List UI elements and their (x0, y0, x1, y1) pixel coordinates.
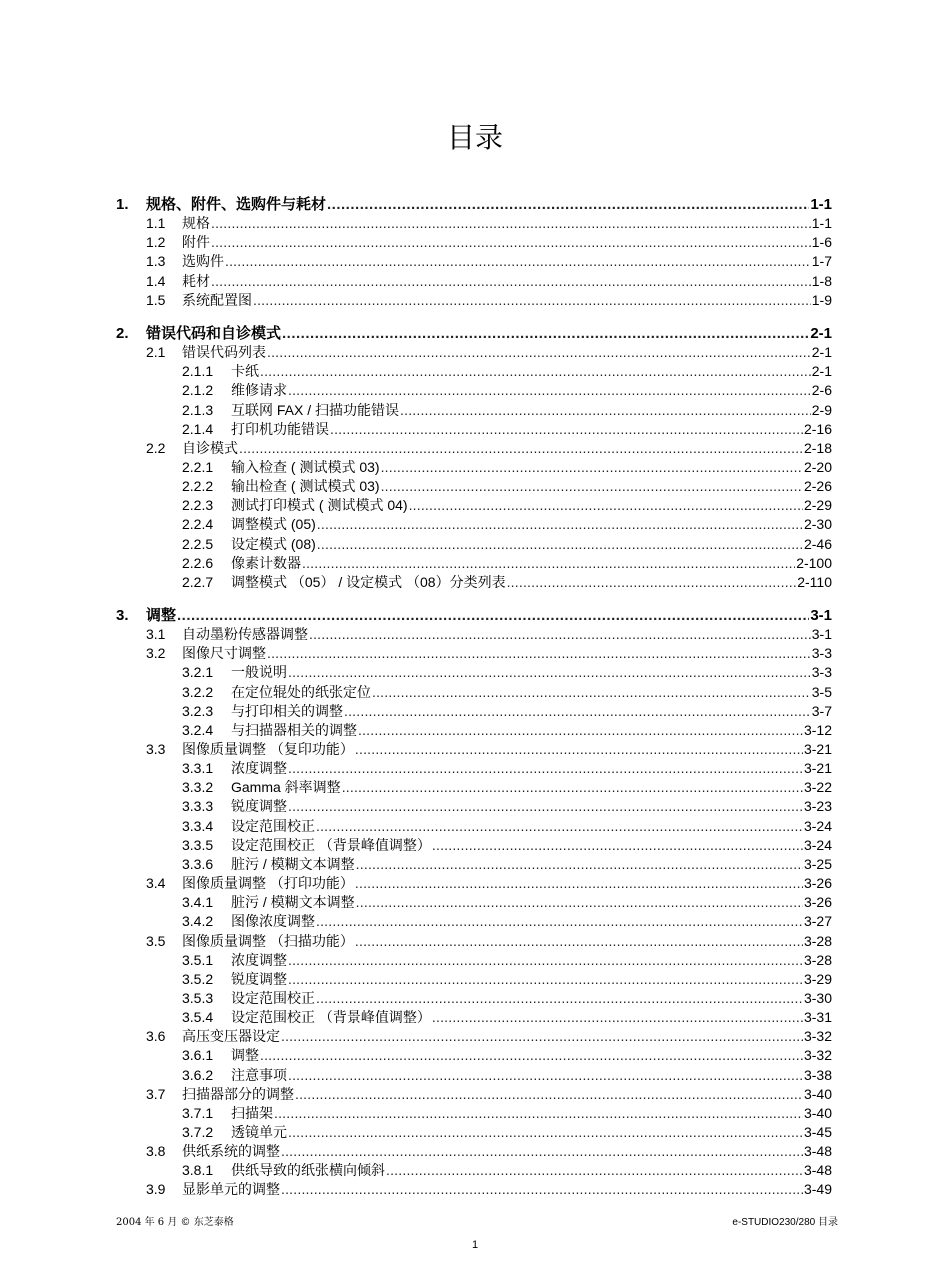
toc-entry-number: 3.2.1 (182, 664, 214, 680)
toc-dot-leader (316, 912, 803, 931)
toc-entry-title: 注意事项 (231, 1067, 287, 1083)
toc-dot-leader (309, 625, 811, 644)
toc-entry-number: 2.2.6 (182, 555, 214, 571)
toc-dot-leader (282, 324, 809, 343)
toc-entry-page: 3-12 (803, 722, 832, 738)
toc-entry-page: 2-1 (811, 344, 832, 360)
toc-entry-number: 2. (116, 325, 129, 342)
toc-entry-page: 3-28 (803, 952, 832, 968)
toc-dot-leader (432, 1008, 803, 1027)
toc-entry-title: 一般说明 (231, 664, 287, 680)
toc-entry-title: 锐度调整 (231, 971, 287, 987)
toc-entry[interactable] (146, 625, 832, 644)
toc-dot-leader (288, 970, 803, 989)
toc-entry[interactable] (146, 1085, 832, 1104)
toc-entry-number: 2.1.1 (182, 363, 214, 379)
toc-dot-leader (316, 817, 803, 836)
toc-dot-leader (260, 1046, 803, 1065)
footer-page-number: 1 (471, 1239, 479, 1251)
toc-dot-leader (381, 458, 803, 477)
toc-entry-number: 2.1.2 (182, 382, 214, 398)
toc-entry[interactable] (182, 951, 832, 970)
toc-entry-page: 2-29 (803, 497, 832, 513)
toc-entry-page: 2-16 (803, 421, 832, 437)
toc-entry-number: 1.1 (146, 215, 166, 231)
toc-entry-number: 3.7.2 (182, 1124, 214, 1140)
toc-entry[interactable] (146, 439, 832, 458)
toc-entry[interactable] (146, 932, 832, 951)
toc-entry-page: 3-21 (803, 760, 832, 776)
toc-entry-number: 3.8 (146, 1143, 166, 1159)
toc-dot-leader (295, 1085, 803, 1104)
toc-entry-title: 调整 (231, 1047, 259, 1063)
toc-entry-page: 2-30 (803, 516, 832, 532)
toc-entry-title: 扫描器部分的调整 (182, 1086, 294, 1102)
toc-dot-leader (302, 554, 795, 573)
toc-entry-page: 1-1 (811, 215, 832, 231)
toc-entry-title: 调整模式 (05) (231, 516, 316, 532)
toc-entry-page: 3-7 (811, 703, 832, 719)
toc-entry-title: 错误代码和自诊模式 (146, 325, 282, 342)
toc-dot-leader (432, 836, 803, 855)
toc-entry-number: 1.5 (146, 292, 166, 308)
footer-document-title: e-STUDIO230/280 目录 (732, 1217, 838, 1228)
toc-entry-page: 1-1 (810, 196, 832, 213)
toc-dot-leader (239, 439, 803, 458)
toc-entry-title: 打印机功能错误 (231, 421, 329, 437)
toc-entry-page: 3-27 (803, 913, 832, 929)
toc-entry-title: 自诊模式 (182, 440, 238, 456)
toc-entry[interactable] (146, 252, 832, 271)
toc-dot-leader (281, 1142, 803, 1161)
toc-entry-number: 1.4 (146, 273, 166, 289)
toc-entry-title: 浓度调整 (231, 952, 287, 968)
toc-entry-number: 3.4.2 (182, 913, 214, 929)
toc-dot-leader (288, 797, 803, 816)
toc-entry-title: 图像质量调整 （打印功能） (182, 875, 354, 891)
toc-dot-leader (288, 663, 811, 682)
toc-entry-title: 附件 (182, 234, 210, 250)
toc-entry-number: 3.2.3 (182, 703, 214, 719)
toc-entry-page: 2-110 (797, 574, 832, 590)
toc-entry-title: 输出检查 ( 测试模式 03) (231, 478, 380, 494)
toc-entry-page: 3-40 (803, 1086, 832, 1102)
toc-entry-number: 3.5.3 (182, 990, 214, 1006)
toc-entry-title: 显影单元的调整 (182, 1181, 280, 1197)
toc-entry-number: 3.8.1 (182, 1162, 214, 1178)
toc-entry-title: 互联网 FAX / 扫描功能错误 (231, 402, 400, 418)
toc-entry-title: 脏污 / 模糊文本调整 (231, 856, 355, 872)
toc-entry[interactable] (182, 797, 832, 816)
toc-entry-number: 3.7 (146, 1086, 166, 1102)
toc-entry-number: 3.6.1 (182, 1047, 214, 1063)
toc-entry[interactable] (182, 721, 832, 740)
toc-dot-leader (327, 195, 809, 214)
toc-entry-title: 调整 (146, 607, 177, 624)
toc-entry-number: 2.2 (146, 440, 166, 456)
toc-entry-page: 1-7 (811, 253, 832, 269)
toc-entry[interactable] (182, 1066, 832, 1085)
toc-entry[interactable] (182, 1046, 832, 1065)
toc-entry[interactable] (182, 912, 832, 931)
toc-entry-title: 图像尺寸调整 (182, 645, 266, 661)
toc-entry-number: 2.2.5 (182, 536, 214, 552)
toc-entry[interactable] (182, 989, 832, 1008)
toc-dot-leader (372, 683, 811, 702)
toc-entry[interactable] (146, 291, 832, 310)
toc-entry-title: 测试打印模式 ( 测试模式 04) (231, 497, 408, 513)
toc-entry-page: 3-28 (803, 933, 832, 949)
toc-entry-title: 输入检查 ( 测试模式 03) (231, 459, 380, 475)
toc-entry[interactable] (182, 1008, 832, 1027)
toc-entry[interactable] (146, 1142, 832, 1161)
toc-entry-page: 3-38 (803, 1067, 832, 1083)
toc-entry-number: 3.2 (146, 645, 166, 661)
toc-entry[interactable] (182, 702, 832, 721)
toc-entry-title: 系统配置图 (182, 292, 252, 308)
toc-entry[interactable] (146, 740, 832, 759)
toc-entry-page: 1-6 (811, 234, 832, 250)
toc-entry-title: 规格、附件、选购件与耗材 (146, 196, 327, 213)
toc-entry[interactable] (146, 272, 832, 291)
toc-entry[interactable] (182, 515, 832, 534)
toc-entry-number: 3.4 (146, 875, 166, 891)
toc-entry-number: 1.3 (146, 253, 166, 269)
toc-entry-title: 选购件 (182, 253, 224, 269)
toc-entry-number: 3.9 (146, 1181, 166, 1197)
toc-entry-page: 3-26 (803, 894, 832, 910)
toc-entry[interactable] (182, 477, 832, 496)
toc-entry-page: 2-6 (811, 382, 832, 398)
toc-entry-page: 2-20 (803, 459, 832, 475)
toc-entry[interactable] (182, 573, 832, 592)
toc-entry-page: 3-24 (803, 837, 832, 853)
toc-entry-number: 3.3 (146, 741, 166, 757)
toc-entry-page: 3-29 (803, 971, 832, 987)
toc-dot-leader (317, 515, 803, 534)
toc-entry[interactable] (146, 1027, 832, 1046)
toc-entry-title: Gamma 斜率调整 (231, 779, 341, 795)
toc-dot-leader (267, 343, 811, 362)
toc-entry-number: 2.2.2 (182, 478, 214, 494)
toc-entry-page: 3-31 (803, 1009, 832, 1025)
toc-entry-title: 在定位辊处的纸张定位 (231, 684, 371, 700)
toc-entry[interactable] (146, 874, 832, 893)
toc-dot-leader (288, 1123, 803, 1142)
toc-entry-number: 2.2.1 (182, 459, 214, 475)
toc-dot-leader (355, 874, 803, 893)
toc-entry-page: 1-9 (811, 292, 832, 308)
toc-entry-title: 与打印相关的调整 (231, 703, 343, 719)
toc-entry-number: 3.5.1 (182, 952, 214, 968)
toc-dot-leader (274, 1104, 803, 1123)
toc-entry[interactable] (146, 343, 832, 362)
toc-entry-page: 3-32 (803, 1028, 832, 1044)
toc-entry[interactable] (146, 214, 832, 233)
toc-entry-title: 高压变压器设定 (182, 1028, 280, 1044)
toc-entry[interactable] (182, 1123, 832, 1142)
toc-dot-leader (225, 252, 811, 271)
toc-entry-number: 3.6.2 (182, 1067, 214, 1083)
toc-entry[interactable] (182, 458, 832, 477)
toc-entry[interactable] (182, 420, 832, 439)
toc-dot-leader (344, 702, 811, 721)
toc-entry-number: 3.5.4 (182, 1009, 214, 1025)
toc-entry-page: 3-3 (811, 645, 832, 661)
toc-entry[interactable] (182, 554, 832, 573)
toc-dot-leader (316, 989, 803, 1008)
toc-dot-leader (400, 401, 811, 420)
toc-dot-leader (386, 1161, 803, 1180)
toc-entry[interactable] (182, 778, 832, 797)
toc-dot-leader (355, 932, 803, 951)
toc-entry-title: 与扫描器相关的调整 (231, 722, 357, 738)
toc-entry[interactable] (116, 195, 832, 214)
toc-entry-page: 2-46 (803, 536, 832, 552)
toc-entry-number: 3.6 (146, 1028, 166, 1044)
toc-entry-page: 3-22 (803, 779, 832, 795)
toc-entry-title: 供纸系统的调整 (182, 1143, 280, 1159)
toc-entry-number: 3.3.2 (182, 779, 214, 795)
toc-entry-number: 2.2.3 (182, 497, 214, 513)
toc-entry-title: 维修请求 (231, 382, 287, 398)
toc-entry-page: 2-18 (803, 440, 832, 456)
toc-entry[interactable] (182, 496, 832, 515)
toc-entry-page: 3-3 (811, 664, 832, 680)
toc-dot-leader (288, 381, 811, 400)
toc-dot-leader (177, 606, 809, 625)
toc-dot-leader (281, 1027, 803, 1046)
toc-entry-page: 3-25 (803, 856, 832, 872)
toc-dot-leader (409, 496, 803, 515)
page-title: 目录 (446, 121, 503, 154)
toc-entry[interactable] (182, 683, 832, 702)
toc-entry-title: 设定范围校正 (231, 990, 315, 1006)
toc-dot-leader (381, 477, 803, 496)
toc-entry-number: 3. (116, 607, 129, 624)
toc-dot-leader (342, 778, 803, 797)
toc-dot-leader (358, 721, 803, 740)
toc-entry-page: 2-1 (810, 325, 832, 342)
toc-entry-number: 3.7.1 (182, 1105, 214, 1121)
toc-entry-title: 自动墨粉传感器调整 (182, 626, 308, 642)
toc-entry-title: 图像浓度调整 (231, 913, 315, 929)
toc-entry-title: 透镜单元 (231, 1124, 287, 1140)
toc-dot-leader (288, 1066, 803, 1085)
toc-entry-number: 1. (116, 196, 129, 213)
toc-entry-page: 3-1 (810, 607, 832, 624)
toc-entry-number: 3.3.5 (182, 837, 214, 853)
toc-entry-page: 1-8 (811, 273, 832, 289)
toc-entry-title: 规格 (182, 215, 210, 231)
toc-dot-leader (330, 420, 803, 439)
toc-entry-number: 3.4.1 (182, 894, 214, 910)
toc-entry[interactable] (182, 855, 832, 874)
toc-entry-page: 3-48 (803, 1143, 832, 1159)
toc-dot-leader (211, 233, 811, 252)
footer-copyright: 2004 年 6 月 © 东芝泰格 (116, 1217, 234, 1228)
toc-dot-leader (267, 644, 811, 663)
toc-dot-leader (260, 362, 811, 381)
toc-dot-leader (253, 291, 811, 310)
toc-entry-page: 3-1 (811, 626, 832, 642)
toc-entry-title: 调整模式 （05） / 设定模式 （08）分类列表 (231, 574, 506, 590)
toc-entry-page: 3-45 (803, 1124, 832, 1140)
toc-entry-number: 3.5 (146, 933, 166, 949)
toc-entry-title: 图像质量调整 （扫描功能） (182, 933, 354, 949)
toc-entry-number: 3.3.6 (182, 856, 214, 872)
toc-entry-page: 3-26 (803, 875, 832, 891)
toc-entry-number: 3.3.3 (182, 798, 214, 814)
toc-entry-page: 3-49 (803, 1181, 832, 1197)
toc-entry-page: 2-26 (803, 478, 832, 494)
toc-entry[interactable] (182, 759, 832, 778)
toc-dot-leader (281, 1180, 803, 1199)
toc-entry-number: 3.5.2 (182, 971, 214, 987)
toc-entry[interactable] (182, 663, 832, 682)
toc-entry-page: 2-1 (811, 363, 832, 379)
toc-entry-page: 2-9 (811, 402, 832, 418)
toc-dot-leader (211, 214, 811, 233)
toc-entry-number: 3.3.1 (182, 760, 214, 776)
toc-entry-title: 设定范围校正 (231, 818, 315, 834)
toc-entry-page: 3-21 (803, 741, 832, 757)
toc-entry-number: 3.2.4 (182, 722, 214, 738)
toc-entry-page: 2-100 (796, 555, 832, 571)
toc-entry[interactable] (182, 1104, 832, 1123)
toc-entry-title: 图像质量调整 （复印功能） (182, 741, 354, 757)
toc-dot-leader (288, 759, 803, 778)
toc-entry-title: 脏污 / 模糊文本调整 (231, 894, 355, 910)
toc-dot-leader (356, 893, 803, 912)
toc-entry-number: 2.2.7 (182, 574, 214, 590)
toc-dot-leader (211, 272, 811, 291)
toc-entry-page: 3-32 (803, 1047, 832, 1063)
toc-entry[interactable] (182, 401, 832, 420)
toc-dot-leader (355, 740, 803, 759)
toc-entry-number: 2.2.4 (182, 516, 214, 532)
toc-entry[interactable] (146, 644, 832, 663)
toc-entry[interactable] (182, 893, 832, 912)
toc-entry-title: 像素计数器 (231, 555, 301, 571)
toc-entry-title: 耗材 (182, 273, 210, 289)
toc-entry-title: 设定模式 (08) (231, 536, 316, 552)
toc-entry-page: 3-5 (811, 684, 832, 700)
toc-entry[interactable] (182, 381, 832, 400)
toc-entry-title: 浓度调整 (231, 760, 287, 776)
toc-entry-title: 卡纸 (231, 363, 259, 379)
toc-dot-leader (356, 855, 803, 874)
toc-entry[interactable] (182, 970, 832, 989)
toc-entry-number: 3.1 (146, 626, 166, 642)
toc-entry-page: 3-48 (803, 1162, 832, 1178)
toc-entry[interactable] (182, 535, 832, 554)
toc-entry-number: 2.1 (146, 344, 166, 360)
toc-entry-title: 扫描架 (231, 1105, 273, 1121)
toc-entry-title: 设定范围校正 （背景峰值调整） (231, 1009, 431, 1025)
toc-entry-title: 错误代码列表 (182, 344, 266, 360)
toc-entry[interactable] (116, 324, 832, 343)
toc-entry-title: 锐度调整 (231, 798, 287, 814)
toc-entry[interactable] (182, 836, 832, 855)
toc-entry-page: 3-40 (803, 1105, 832, 1121)
toc-entry-title: 设定范围校正 （背景峰值调整） (231, 837, 431, 853)
toc-entry-page: 3-24 (803, 818, 832, 834)
toc-entry-number: 1.2 (146, 234, 166, 250)
toc-entry[interactable] (116, 606, 832, 625)
toc-dot-leader (317, 535, 803, 554)
toc-entry-page: 3-23 (803, 798, 832, 814)
toc-entry[interactable] (182, 817, 832, 836)
toc-entry-page: 3-30 (803, 990, 832, 1006)
toc-entry[interactable] (182, 1161, 832, 1180)
toc-entry[interactable] (146, 1180, 832, 1199)
toc-entry-number: 3.3.4 (182, 818, 214, 834)
toc-dot-leader (288, 951, 803, 970)
toc-entry-number: 2.1.3 (182, 402, 214, 418)
toc-entry[interactable] (182, 362, 832, 381)
toc-entry[interactable] (146, 233, 832, 252)
toc-entry-title: 供纸导致的纸张横向倾斜 (231, 1162, 385, 1178)
toc-dot-leader (507, 573, 797, 592)
toc-entry-number: 3.2.2 (182, 684, 214, 700)
toc-entry-number: 2.1.4 (182, 421, 214, 437)
